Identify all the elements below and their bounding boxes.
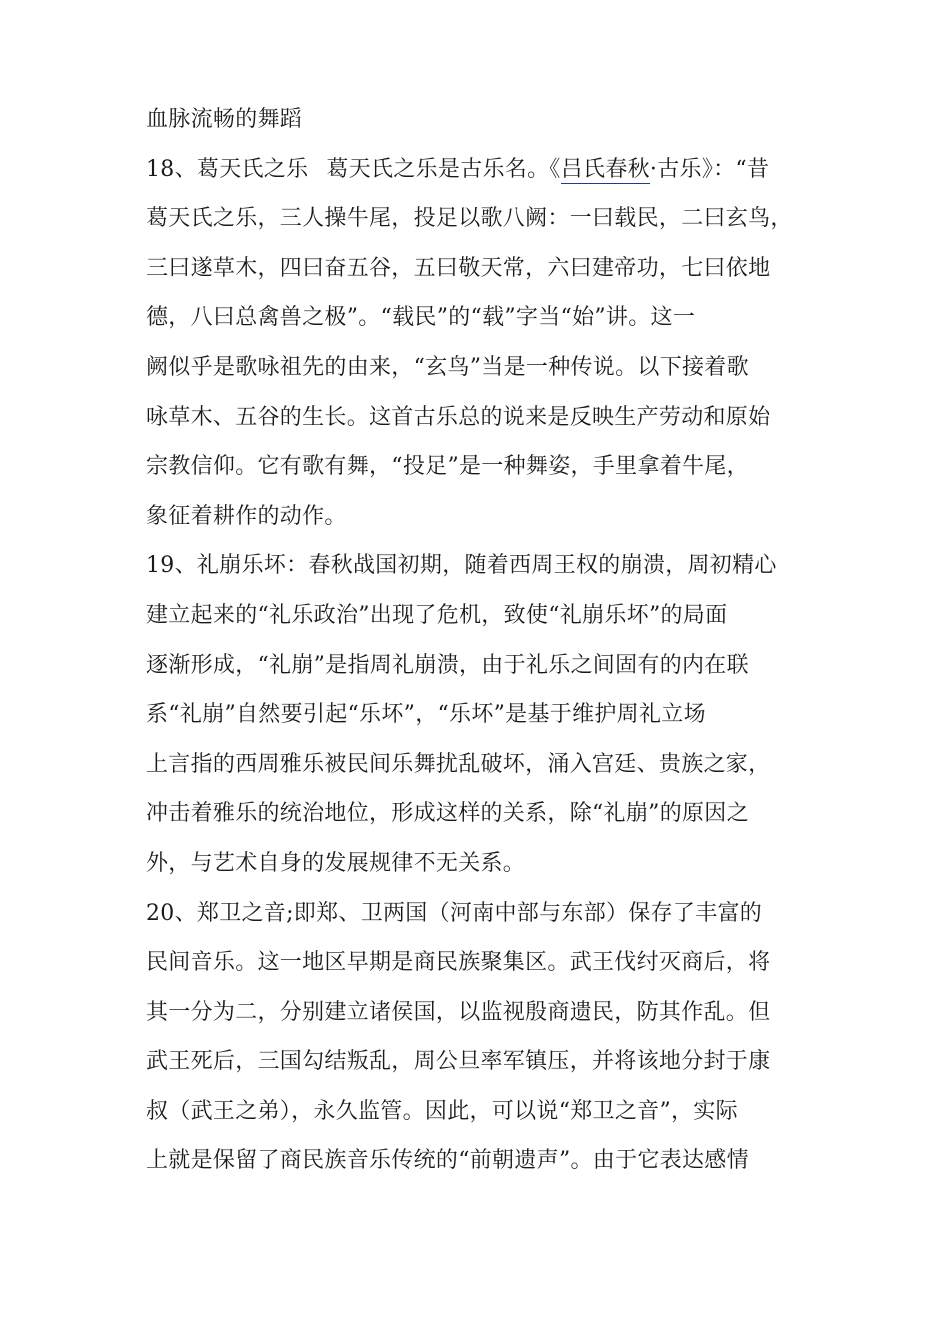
text-line: 上就是保留了商民族音乐传统的“前朝遗声”。由于它表达感情 bbox=[146, 1148, 749, 1174]
text-line: 宗教信仰。它有歌有舞，“投足”是一种舞姿，手里拿着牛尾， bbox=[146, 454, 749, 480]
text-line: 其一分为二，分别建立诸侯国，以监视殷商遗民，防其作乱。但 bbox=[146, 999, 771, 1025]
text-line: 葛天氏之乐，三人操牛尾，投足以歌八阙：一曰载民，二曰玄鸟， bbox=[146, 206, 793, 232]
text-line: 20、郑卫之音;即郑、卫两国（河南中部与东部）保存了丰富的 bbox=[146, 900, 763, 926]
text-line: 系“礼崩”自然要引起“乐坏”，“乐坏”是基于维护周礼立场 bbox=[146, 702, 706, 728]
text-segment: 葛天氏之乐是古乐名。《 bbox=[326, 156, 561, 182]
text-line: 19、礼崩乐坏：春秋战国初期，随着西周王权的崩溃，周初精心 bbox=[146, 553, 777, 579]
book-link[interactable]: 吕氏春秋 bbox=[560, 156, 650, 182]
text-line: 民间音乐。这一地区早期是商民族聚集区。武王伐纣灭商后，将 bbox=[146, 950, 771, 976]
text-line: 三曰遂草木，四曰奋五谷，五曰敬天常，六曰建帝功，七曰依地 bbox=[146, 255, 771, 281]
text-line: 咏草木、五谷的生长。这首古乐总的说来是反映生产劳动和原始 bbox=[146, 404, 771, 430]
text-line: 冲击着雅乐的统治地位，形成这样的关系，除“礼崩”的原因之 bbox=[146, 801, 749, 827]
text-line: 叔（武王之弟），永久监管。因此，可以说“郑卫之音”，实际 bbox=[146, 1098, 738, 1124]
text-line: 武王死后，三国勾结叛乱，周公旦率军镇压，并将该地分封于康 bbox=[146, 1049, 771, 1075]
text-line: 德，八曰总禽兽之极”。“载民”的“载”字当“始”讲。这一 bbox=[146, 305, 696, 331]
text-line: 上言指的西周雅乐被民间乐舞扰乱破坏，涌入宫廷、贵族之家， bbox=[146, 751, 771, 777]
document-body bbox=[146, 95, 814, 1186]
text-segment: ·古乐》：“昔 bbox=[649, 156, 770, 182]
text-line: 象征着耕作的动作。 bbox=[146, 503, 347, 529]
section-18-title: 18、葛天氏之乐 bbox=[146, 156, 309, 182]
text-line: 建立起来的“礼乐政治”出现了危机，致使“礼崩乐坏”的局面 bbox=[146, 602, 728, 628]
text-line: 血脉流畅的舞蹈 bbox=[146, 107, 303, 132]
text-line: 阙似乎是歌咏祖先的由来，“玄鸟”当是一种传说。以下接着歌 bbox=[146, 354, 749, 380]
text-line: 逐渐形成，“礼崩”是指周礼崩溃，由于礼乐之间固有的内在联 bbox=[146, 652, 749, 678]
text-line-18-heading bbox=[146, 145, 814, 195]
text-line: 外，与艺术自身的发展规律不无关系。 bbox=[146, 850, 526, 876]
